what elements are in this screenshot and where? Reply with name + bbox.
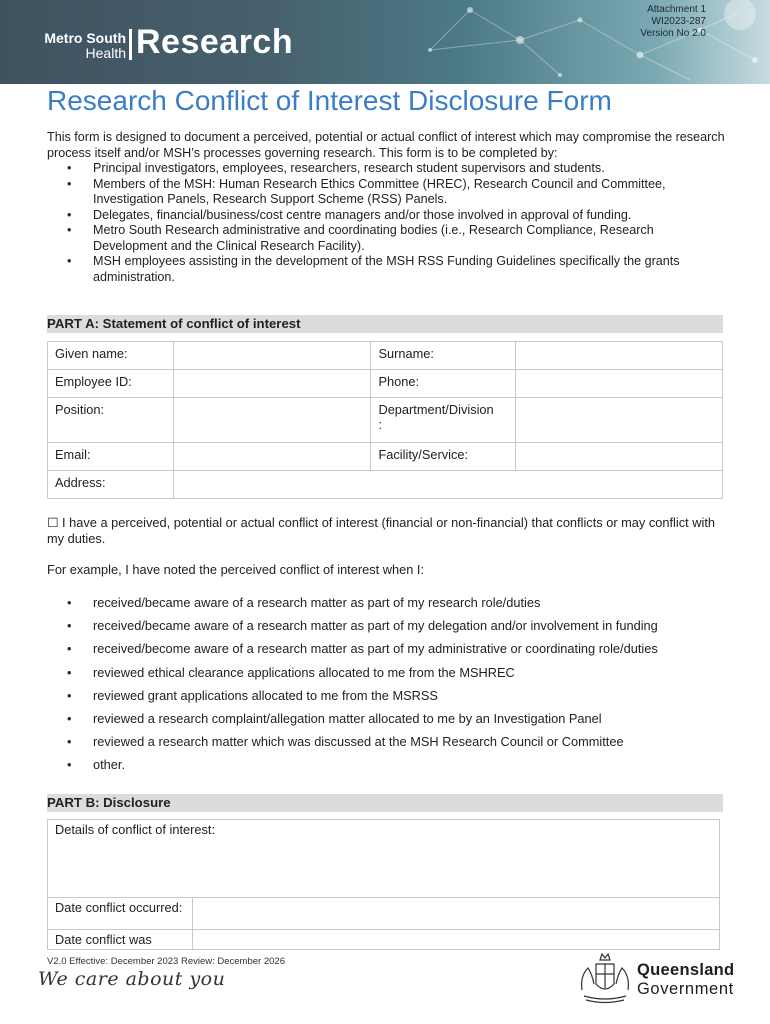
declaration (47, 515, 727, 547)
address-label: Address: (48, 471, 174, 499)
example-intro: For example, I have noted the perceived conflict of interest when I: (47, 562, 425, 577)
date-was-field[interactable] (192, 930, 719, 950)
date-occurred-label: Date conflict occurred: (48, 898, 193, 930)
list-item (47, 161, 727, 177)
list-item (47, 177, 727, 208)
phone-label: Phone: (371, 370, 516, 398)
example-list (47, 591, 737, 777)
attachment-label: Attachment 1 (647, 4, 706, 15)
part-a-heading-text: PART A: Statement of conflict of interest (47, 316, 301, 331)
part-b-heading-text: PART B: Disclosure (47, 795, 171, 810)
list-item (47, 707, 737, 730)
bullet-icon: • (67, 711, 72, 727)
intro-bullet-list (47, 161, 727, 285)
list-item (47, 661, 737, 684)
facility-field[interactable] (516, 443, 723, 471)
list-item-text: reviewed grant applications allocated to me from the MSRSS (93, 687, 438, 703)
intro-text: This form is designed to document a perceived, potential or actual conflict of interest which may compromise the research process itself and/or MSH’s processes governing research. This form is to be completed by: (47, 130, 725, 160)
bullet-icon: • (67, 757, 72, 773)
employee-id-label: Employee ID: (48, 370, 174, 398)
part-b-heading (47, 794, 723, 812)
list-item-text: reviewed a research matter which was discussed at the MSH Research Council or Committee (93, 734, 624, 750)
declaration-text: I have a perceived, potential or actual conflict of interest (financial or non-financial) that conflicts or may conflict with my duties. (47, 515, 716, 546)
qld-line1: Queensland (637, 961, 735, 979)
table-row (48, 471, 723, 499)
part-b-form-table (47, 819, 720, 950)
list-item-text: Principal investigators, employees, researchers, research student supervisors and students. (93, 161, 605, 175)
details-field[interactable] (48, 820, 720, 898)
queensland-government-logo (637, 961, 734, 999)
phone-field[interactable] (516, 370, 723, 398)
date-was-label: Date conflict was (48, 930, 193, 950)
list-item (47, 730, 737, 753)
list-item-text: received/became aware of a research matter as part of my research role/duties (93, 595, 541, 610)
list-item-text: Members of the MSH: Human Research Ethics Committee (HREC), Research Council and Committee, Investigation Panels, Research Support Scheme (RSS) Panels. (93, 176, 666, 206)
logo-line1: Metro South (44, 30, 126, 46)
bullet-icon: • (67, 207, 72, 222)
bullet-icon: • (67, 641, 72, 657)
employee-id-field[interactable] (173, 370, 371, 398)
table-row (48, 398, 723, 443)
msh-logo (38, 31, 126, 61)
list-item (47, 591, 737, 614)
list-item (47, 637, 737, 660)
page-title: Research Conflict of Interest Disclosure Form (47, 85, 612, 116)
table-row (48, 443, 723, 471)
bullet-icon: • (67, 618, 72, 634)
footer-version: V2.0 Effective: December 2023 Review: December 2026 (47, 956, 285, 967)
department-label-cont: : (378, 417, 383, 432)
list-item (47, 223, 727, 254)
part-a-form-table (47, 341, 723, 499)
department-label (371, 398, 516, 443)
list-item-text: Metro South Research administrative and coordinating bodies (i.e., Research Compliance, Research Development and the Clinical Research Facility). (93, 223, 654, 253)
department-label-text: Department/Division (378, 402, 494, 417)
list-item-text: Delegates, financial/business/cost centre managers and/or those involved in approval of funding. (93, 207, 632, 222)
intro-section (47, 130, 727, 285)
attachment-info (640, 4, 706, 40)
footer-tagline: We care about you (38, 968, 226, 990)
bullet-icon: • (67, 161, 72, 175)
qld-line2: Government (637, 980, 734, 998)
table-row (48, 342, 723, 370)
part-a-heading (47, 315, 723, 333)
list-item-text: other. (93, 757, 126, 773)
date-occurred-field[interactable] (192, 898, 719, 930)
position-field[interactable] (173, 398, 371, 443)
given-name-label: Given name: (48, 342, 174, 370)
bullet-icon: • (67, 734, 72, 750)
details-label: Details of conflict of interest: (55, 822, 216, 837)
bullet-icon: • (67, 595, 72, 610)
email-field[interactable] (173, 443, 371, 471)
version-label: Version No 2.0 (640, 28, 706, 39)
doc-id: WI2023-287 (651, 16, 706, 27)
logo-research: Research (136, 23, 294, 61)
facility-label: Facility/Service: (371, 443, 516, 471)
given-name-field[interactable] (173, 342, 371, 370)
logo-line2: Health (85, 45, 126, 61)
list-item (47, 254, 727, 285)
department-field[interactable] (516, 398, 723, 443)
table-row (48, 370, 723, 398)
bullet-icon: • (67, 687, 72, 703)
surname-field[interactable] (516, 342, 723, 370)
list-item-text: reviewed ethical clearance applications allocated to me from the MSHREC (93, 664, 515, 680)
list-item (47, 614, 737, 637)
list-item-text: reviewed a research complaint/allegation matter allocated to me by an Investigation Panel (93, 711, 602, 727)
surname-label: Surname: (371, 342, 516, 370)
email-label: Email: (48, 443, 174, 471)
list-item-text: received/became aware of a research matter as part of my delegation and/or involvement in funding (93, 618, 658, 634)
bullet-icon: • (67, 254, 72, 268)
list-item (47, 684, 737, 707)
address-field[interactable] (173, 471, 722, 499)
table-row (48, 898, 720, 930)
bullet-icon: • (67, 664, 72, 680)
header-banner (0, 0, 770, 84)
position-label: Position: (48, 398, 174, 443)
table-row (48, 820, 720, 898)
list-item-text: MSH employees assisting in the development of the MSH RSS Funding Guidelines specifically the grants administration. (93, 254, 680, 284)
declaration-checkbox[interactable]: ☐ (47, 515, 59, 530)
logo-divider (129, 29, 132, 60)
list-item (47, 753, 737, 776)
list-item (47, 208, 727, 224)
list-item-text: received/become aware of a research matter as part of my administrative or coordinating role/duties (93, 641, 658, 657)
bullet-icon: • (67, 176, 72, 191)
queensland-crest-icon (576, 950, 634, 1004)
table-row (48, 930, 720, 950)
bullet-icon: • (67, 223, 72, 237)
